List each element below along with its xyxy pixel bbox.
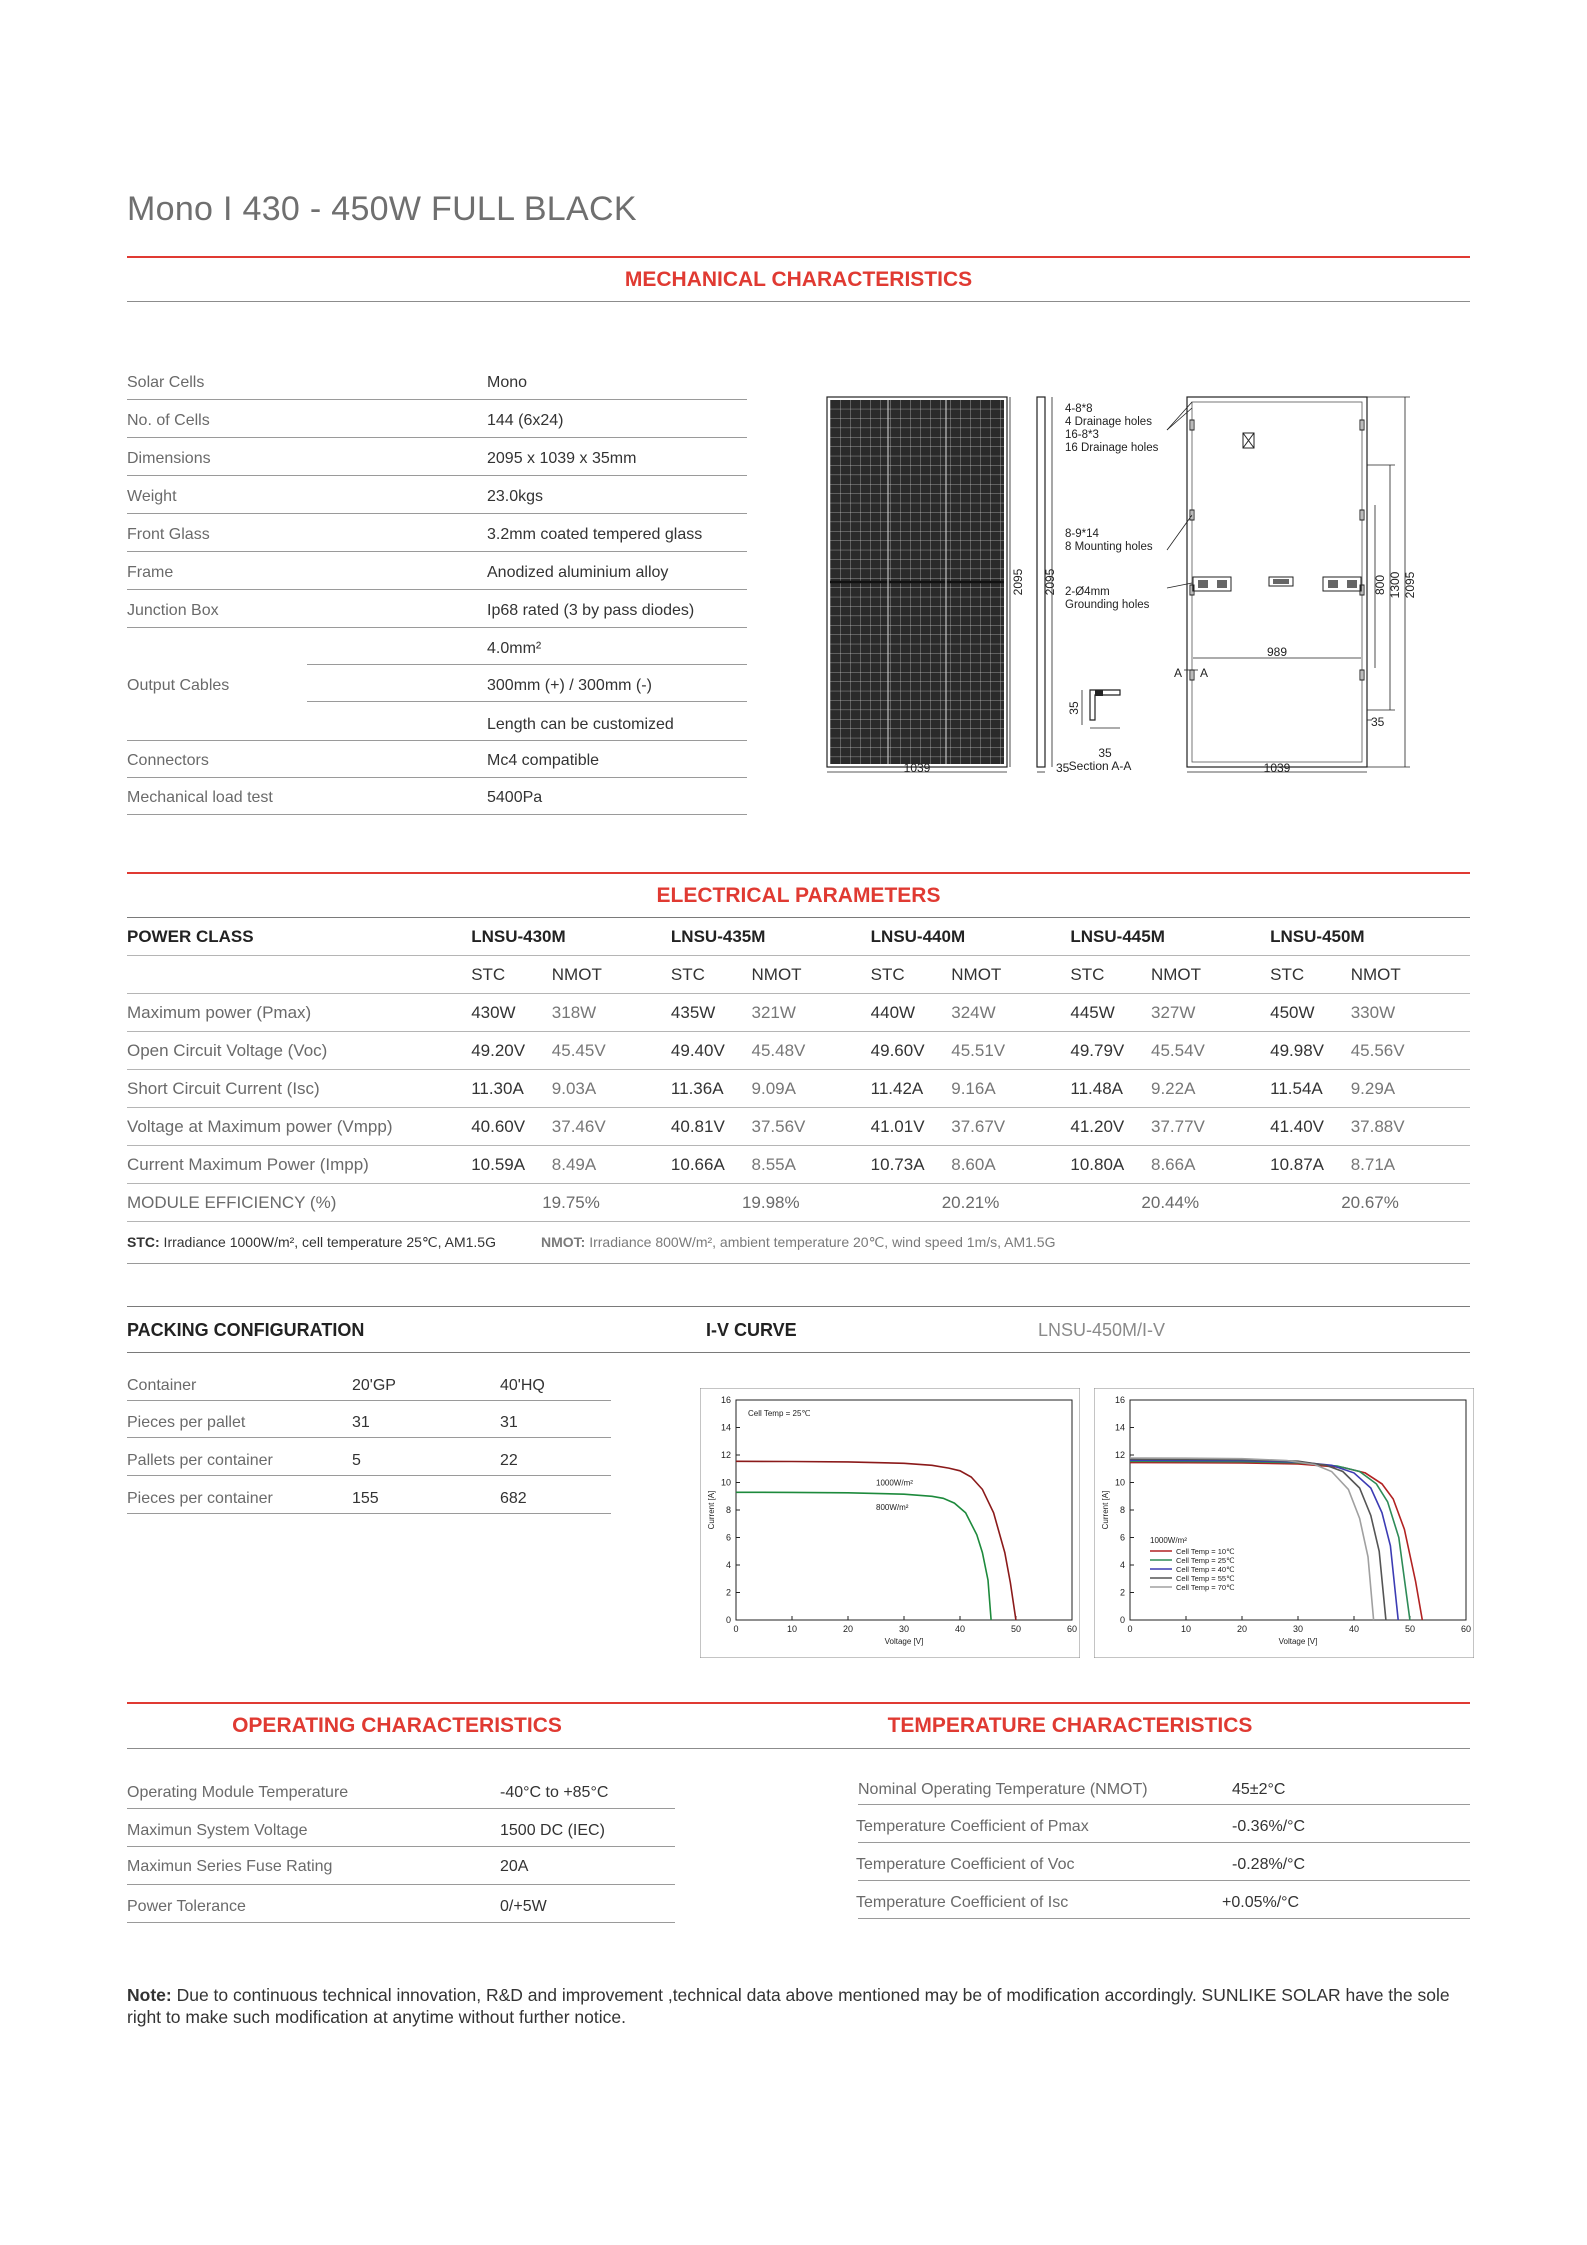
row-divider [127, 1437, 611, 1438]
row-divider [127, 1884, 675, 1885]
iv-chart-temperature [1094, 1388, 1474, 1658]
section-rule [127, 1306, 1470, 1307]
row-divider [858, 1918, 1470, 1919]
section-label: Section A-A [1068, 759, 1132, 773]
model-445: LNSU-445M [1070, 918, 1270, 956]
nmot-value: 321W [752, 994, 871, 1032]
y-tick-label: 14 [1114, 1422, 1125, 1433]
iv-model-label: LNSU-450M/I-V [1038, 1320, 1166, 1340]
packing-heading: PACKING CONFIGURATION [127, 1320, 365, 1340]
mech-label-solar-cells: Solar Cells [127, 374, 205, 391]
y-tick-label: 0 [1119, 1615, 1125, 1625]
nmot-footnote [541, 1234, 1055, 1251]
stc-value: 11.30A [471, 1070, 552, 1108]
nmot-value: 45.48V [752, 1032, 871, 1070]
mech-label-frame: Frame [127, 564, 174, 581]
nmot-label: NMOT [552, 956, 671, 994]
drawing-label: 4 Drainage holes [1065, 416, 1152, 428]
y-axis-label: Current [A] [1101, 1490, 1110, 1530]
section-rule [127, 1702, 1470, 1704]
mech-value-cells: 144 (6x24) [487, 412, 564, 429]
module-drawing [820, 390, 1440, 780]
y-tick-label: 10 [1114, 1477, 1125, 1488]
back-view [1065, 397, 1417, 775]
packing-value-40hq: 31 [500, 1414, 518, 1431]
section-rule [127, 1352, 1470, 1353]
x-tick-label: 30 [898, 1624, 910, 1634]
y-tick-label: 10 [720, 1477, 731, 1488]
x-tick-label: 40 [1348, 1624, 1360, 1634]
stc-value: 41.01V [871, 1108, 952, 1146]
nmot-note: Irradiance 800W/m², ambient temperature 20℃, wind speed 1m/s, AM1.5G [585, 1234, 1056, 1250]
drawing-label: 4-8*8 [1065, 403, 1093, 415]
legend-entry: Cell Temp = 55℃ [1176, 1574, 1235, 1583]
section-aa [1067, 690, 1131, 773]
stc-value: 10.80A [1070, 1146, 1151, 1184]
temperature-label: Temperature Coefficient of Voc [856, 1856, 1075, 1873]
chart-annotation: Cell Temp = 25℃ [748, 1409, 811, 1418]
nmot-label: NMOT [752, 956, 871, 994]
packing-label: Pieces per container [127, 1490, 273, 1507]
packing-label: Pieces per pallet [127, 1414, 246, 1431]
mech-label-output-cables: Output Cables [127, 677, 230, 694]
model-450: LNSU-450M [1270, 918, 1470, 956]
drawing-label: 8 Mounting holes [1065, 541, 1153, 553]
stc-value: 40.60V [471, 1108, 552, 1146]
row-divider [127, 814, 747, 815]
nmot-value: 37.56V [752, 1108, 871, 1146]
operating-value: -40°C to +85°C [500, 1784, 609, 1801]
row-divider [127, 777, 747, 778]
x-tick-label: 20 [842, 1624, 854, 1634]
front-height-dim: 2095 [1011, 568, 1025, 596]
nmot-value: 324W [951, 994, 1070, 1032]
efficiency-label: MODULE EFFICIENCY (%) [127, 1184, 471, 1222]
section-dim: 35 [1067, 701, 1081, 715]
row-divider [858, 1804, 1470, 1805]
x-tick-label: 10 [786, 1624, 798, 1634]
stc-value: 445W [1070, 994, 1151, 1032]
mech-value-cable-custom: Length can be customized [487, 716, 674, 733]
section-rule [127, 872, 1470, 874]
stc-value: 11.42A [871, 1070, 952, 1108]
temperature-value: 45±2°C [1232, 1781, 1286, 1798]
section-dim: 35 [1098, 746, 1112, 760]
operating-label: Maximun System Voltage [127, 1822, 308, 1839]
temperature-label: Nominal Operating Temperature (NMOT) [858, 1781, 1148, 1798]
efficiency-value: 20.44% [1070, 1184, 1270, 1222]
y-tick-label: 12 [720, 1450, 731, 1460]
note-text: Due to continuous technical innovation, R&D and improvement ,technical data above mentioned may be of modification accordingly. SUNLIKE SOLAR have the sole right to make such modification at anytime without further notice. [127, 1985, 1450, 2027]
nmot-value: 9.03A [552, 1070, 671, 1108]
chart-annotation: 1000W/m² [1150, 1536, 1187, 1545]
table-row [127, 1108, 1470, 1146]
y-tick-label: 8 [725, 1505, 731, 1515]
mech-value-weight: 23.0kgs [487, 488, 544, 505]
mech-label-cells: No. of Cells [127, 412, 210, 429]
drawing-label: 8-9*14 [1065, 528, 1099, 540]
y-axis-label: Current [A] [707, 1490, 716, 1530]
x-tick-label: 0 [1127, 1624, 1133, 1634]
dim-989: 989 [1266, 645, 1288, 659]
y-tick-label: 4 [1119, 1560, 1125, 1570]
efficiency-value: 20.21% [871, 1184, 1071, 1222]
operating-label: Operating Module Temperature [127, 1784, 349, 1801]
y-tick-label: 6 [725, 1532, 731, 1543]
row-label: Current Maximum Power (Impp) [127, 1146, 471, 1184]
x-tick-label: 30 [1292, 1624, 1304, 1634]
row-label: Short Circuit Current (Isc) [127, 1070, 471, 1108]
row-divider [127, 740, 747, 741]
temperature-label: Temperature Coefficient of Pmax [856, 1818, 1089, 1835]
stc-value: 435W [671, 994, 752, 1032]
iv-heading: I-V CURVE [706, 1320, 797, 1340]
stc-value: 10.73A [871, 1146, 952, 1184]
row-divider [127, 1475, 611, 1476]
mechanical-heading: MECHANICAL CHARACTERISTICS [624, 268, 973, 291]
y-tick-label: 6 [1119, 1532, 1125, 1543]
nmot-value: 37.67V [951, 1108, 1070, 1146]
temperature-value: -0.28%/°C [1232, 1856, 1306, 1873]
section-rule [127, 256, 1470, 258]
x-axis-label: Voltage [V] [884, 1637, 924, 1646]
power-class-label: POWER CLASS [127, 918, 471, 956]
mech-value-front-glass: 3.2mm coated tempered glass [487, 526, 703, 543]
nmot-value: 8.66A [1151, 1146, 1270, 1184]
mech-value-cable-length: 300mm (+) / 300mm (-) [487, 677, 652, 694]
series-label: 1000W/m² [876, 1478, 913, 1488]
dim-1039: 1039 [1263, 761, 1291, 775]
row-divider [307, 701, 747, 702]
table-row [127, 1032, 1470, 1070]
mech-label-dimensions: Dimensions [127, 450, 211, 467]
row-divider [127, 513, 747, 514]
y-tick-label: 12 [1114, 1450, 1125, 1460]
y-tick-label: 0 [725, 1615, 731, 1625]
row-divider [127, 1263, 1470, 1264]
row-divider [127, 437, 747, 438]
nmot-key: NMOT: [541, 1234, 586, 1250]
mech-label-load-test: Mechanical load test [127, 789, 273, 806]
stc-value: 10.87A [1270, 1146, 1351, 1184]
row-divider [858, 1880, 1470, 1881]
table-row [127, 1070, 1470, 1108]
disclaimer-note [127, 1984, 1467, 2028]
nmot-value: 8.55A [752, 1146, 871, 1184]
stc-value: 430W [471, 994, 552, 1032]
stc-value: 10.59A [471, 1146, 552, 1184]
chart-frame [700, 1388, 1080, 1658]
row-divider [127, 551, 747, 552]
y-tick-label: 16 [720, 1395, 731, 1405]
mech-value-frame: Anodized aluminium alloy [487, 564, 669, 581]
nmot-label: NMOT [951, 956, 1070, 994]
row-divider [127, 1808, 675, 1809]
row-divider [858, 1842, 1470, 1843]
stc-value: 40.81V [671, 1108, 752, 1146]
dim-2095: 2095 [1403, 571, 1417, 599]
nmot-value: 37.46V [552, 1108, 671, 1146]
table-row [127, 1146, 1470, 1184]
model-435: LNSU-435M [671, 918, 871, 956]
y-tick-label: 2 [1119, 1587, 1125, 1598]
x-tick-label: 10 [1180, 1624, 1192, 1634]
front-width-dim: 1039 [903, 761, 931, 775]
mech-value-dimensions: 2095 x 1039 x 35mm [487, 450, 637, 467]
temperature-label: Temperature Coefficient of Isc [856, 1894, 1069, 1911]
iv-chart-irradiance [700, 1388, 1080, 1658]
packing-value-20gp: 20'GP [352, 1377, 396, 1394]
operating-value: 20A [500, 1858, 529, 1875]
row-divider [127, 589, 747, 590]
packing-value-40hq: 682 [500, 1490, 527, 1507]
stc-label: STC [1270, 956, 1351, 994]
y-tick-label: 8 [1119, 1505, 1125, 1515]
row-divider [307, 664, 747, 665]
stc-value: 41.20V [1070, 1108, 1151, 1146]
nmot-value: 45.56V [1351, 1032, 1470, 1070]
efficiency-value: 19.98% [671, 1184, 871, 1222]
mech-value-junction-box: Ip68 rated (3 by pass diodes) [487, 602, 695, 619]
x-tick-label: 40 [954, 1624, 966, 1634]
section-rule [127, 1748, 1470, 1749]
nmot-value: 9.16A [951, 1070, 1070, 1108]
stc-value: 450W [1270, 994, 1351, 1032]
efficiency-value: 20.67% [1270, 1184, 1470, 1222]
stc-value: 11.36A [671, 1070, 752, 1108]
section-mark-a: A [1200, 666, 1209, 680]
packing-label: Pallets per container [127, 1452, 273, 1469]
nmot-value: 8.49A [552, 1146, 671, 1184]
row-divider [127, 475, 747, 476]
table-row [127, 994, 1470, 1032]
nmot-value: 327W [1151, 994, 1270, 1032]
dim-35-right: 35 [1371, 715, 1385, 729]
stc-value: 11.48A [1070, 1070, 1151, 1108]
stc-value: 41.40V [1270, 1108, 1351, 1146]
section-rule [127, 301, 1470, 302]
row-divider [127, 1846, 675, 1847]
stc-value: 49.79V [1070, 1032, 1151, 1070]
x-tick-label: 0 [733, 1624, 739, 1634]
section-mark-a: A [1174, 666, 1183, 680]
series-label: 800W/m² [876, 1503, 909, 1513]
nmot-value: 8.60A [951, 1146, 1070, 1184]
model-430: LNSU-430M [471, 918, 671, 956]
mech-label-junction-box: Junction Box [127, 602, 219, 619]
nmot-value: 37.88V [1351, 1108, 1470, 1146]
packing-value-40hq: 40'HQ [500, 1377, 545, 1394]
stc-label: STC [671, 956, 752, 994]
nmot-value: 9.29A [1351, 1070, 1470, 1108]
row-divider [127, 1513, 611, 1514]
packing-value-40hq: 22 [500, 1452, 518, 1469]
nmot-label: NMOT [1351, 956, 1470, 994]
packing-value-20gp: 5 [352, 1452, 361, 1469]
stc-value: 49.98V [1270, 1032, 1351, 1070]
note-key: Note: [127, 1985, 172, 2005]
stc-value: 11.54A [1270, 1070, 1351, 1108]
mech-value-load-test: 5400Pa [487, 789, 543, 806]
x-tick-label: 50 [1010, 1624, 1022, 1634]
nmot-label: NMOT [1151, 956, 1270, 994]
legend-entry: Cell Temp = 25℃ [1176, 1556, 1235, 1565]
row-divider [127, 1400, 611, 1401]
stc-value: 10.66A [671, 1146, 752, 1184]
drawing-label: 16 Drainage holes [1065, 442, 1159, 454]
nmot-value: 37.77V [1151, 1108, 1270, 1146]
nmot-value: 45.45V [552, 1032, 671, 1070]
drawing-label: 16-8*3 [1065, 429, 1099, 441]
packing-value-20gp: 31 [352, 1414, 370, 1431]
drawing-label: Grounding holes [1065, 599, 1150, 611]
x-tick-label: 60 [1460, 1624, 1472, 1634]
row-label: Maximum power (Pmax) [127, 994, 471, 1032]
row-divider [127, 627, 747, 628]
mech-label-weight: Weight [127, 488, 177, 505]
stc-value: 440W [871, 994, 952, 1032]
y-tick-label: 2 [725, 1587, 731, 1598]
stc-value: 49.20V [471, 1032, 552, 1070]
nmot-value: 45.54V [1151, 1032, 1270, 1070]
drawing-label: 2-Ø4mm [1065, 586, 1110, 598]
stc-key: STC: [127, 1234, 160, 1250]
operating-heading: OPERATING CHARACTERISTICS [232, 1714, 562, 1737]
legend-entry: Cell Temp = 10℃ [1176, 1547, 1235, 1556]
packing-value-20gp: 155 [352, 1490, 379, 1507]
nmot-value: 330W [1351, 994, 1470, 1032]
legend-entry: Cell Temp = 40℃ [1176, 1565, 1235, 1574]
stc-label: STC [871, 956, 952, 994]
operating-value: 1500 DC (IEC) [500, 1822, 605, 1839]
row-divider [127, 399, 747, 400]
dim-800: 800 [1373, 574, 1387, 596]
side-depth-dim: 35 [1056, 761, 1070, 775]
mech-label-front-glass: Front Glass [127, 526, 210, 543]
y-tick-label: 14 [720, 1422, 731, 1433]
model-440: LNSU-440M [871, 918, 1071, 956]
stc-value: 49.60V [871, 1032, 952, 1070]
mech-value-cable-section: 4.0mm² [487, 640, 542, 657]
operating-label: Maximun Series Fuse Rating [127, 1858, 333, 1875]
packing-label: Container [127, 1377, 197, 1394]
chart-frame [1094, 1388, 1474, 1658]
nmot-value: 318W [552, 994, 671, 1032]
stc-label: STC [1070, 956, 1151, 994]
x-tick-label: 20 [1236, 1624, 1248, 1634]
stc-note: Irradiance 1000W/m², cell temperature 25℃, AM1.5G [159, 1234, 496, 1250]
legend-entry: Cell Temp = 70℃ [1176, 1583, 1235, 1592]
nmot-value: 9.09A [752, 1070, 871, 1108]
y-tick-label: 4 [725, 1560, 731, 1570]
row-divider [127, 1922, 675, 1923]
mech-label-connectors: Connectors [127, 752, 209, 769]
dim-1300: 1300 [1388, 571, 1402, 599]
mech-value-connectors: Mc4 compatible [487, 752, 600, 769]
side-height-dim: 2095 [1043, 568, 1057, 596]
y-tick-label: 16 [1114, 1395, 1125, 1405]
electrical-table [127, 918, 1470, 1222]
efficiency-value: 19.75% [471, 1184, 671, 1222]
x-tick-label: 60 [1066, 1624, 1078, 1634]
temperature-value: +0.05%/°C [1222, 1894, 1300, 1911]
operating-value: 0/+5W [500, 1898, 547, 1915]
front-view [827, 397, 1025, 775]
electrical-heading: ELECTRICAL PARAMETERS [656, 884, 941, 907]
operating-label: Power Tolerance [127, 1898, 246, 1915]
x-axis-label: Voltage [V] [1278, 1637, 1318, 1646]
table-subheader-row [127, 956, 1470, 994]
efficiency-row [127, 1184, 1470, 1222]
temperature-heading: TEMPERATURE CHARACTERISTICS [887, 1714, 1253, 1737]
page-title: Mono I 430 - 450W FULL BLACK [127, 190, 637, 228]
nmot-value: 8.71A [1351, 1146, 1470, 1184]
nmot-value: 45.51V [951, 1032, 1070, 1070]
mech-value-solar-cells: Mono [487, 374, 528, 391]
table-header-row [127, 918, 1470, 956]
stc-label: STC [471, 956, 552, 994]
nmot-value: 9.22A [1151, 1070, 1270, 1108]
stc-value: 49.40V [671, 1032, 752, 1070]
row-label: Open Circuit Voltage (Voc) [127, 1032, 471, 1070]
row-label: Voltage at Maximum power (Vmpp) [127, 1108, 471, 1146]
temperature-value: -0.36%/°C [1232, 1818, 1306, 1835]
x-tick-label: 50 [1404, 1624, 1416, 1634]
stc-footnote [127, 1234, 496, 1251]
